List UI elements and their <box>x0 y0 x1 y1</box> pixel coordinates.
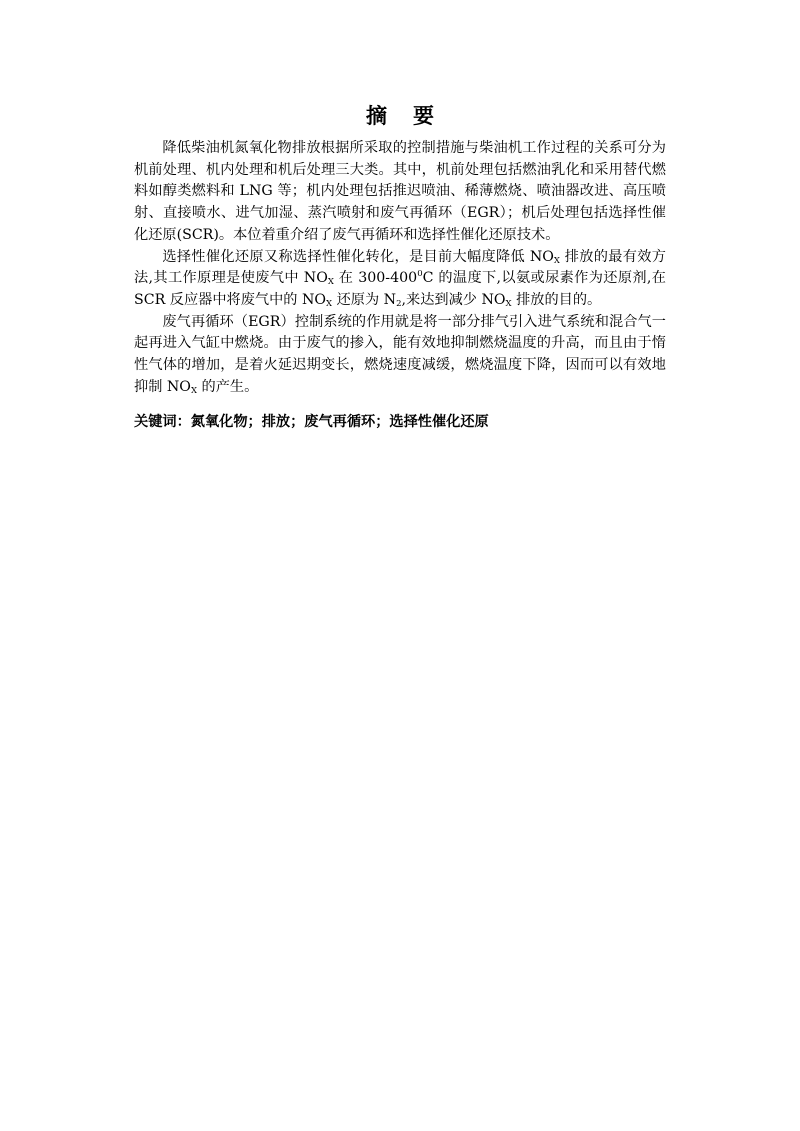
subscript-x: X <box>190 385 197 396</box>
subscript-x: X <box>505 298 512 309</box>
abstract-paragraph-2 <box>134 247 666 312</box>
abstract-title-char-2: 要 <box>413 104 434 128</box>
paragraph-2-segment: 排放的目的。 <box>511 291 602 308</box>
keywords-text: 氮氧化物；排放；废气再循环；选择性催化还原 <box>190 414 489 430</box>
abstract-paragraph-1 <box>134 138 666 247</box>
paragraph-1-text: 降低柴油机氮氧化物排放根据所采取的控制措施与柴油机工作过程的关系可分为机前处理、机内处理和机后处理三大类。其中，机前处理包括燃油乳化和采用替代燃料如醇类燃料和 LNG 等；机内处理包括推迟喷油、稀薄燃烧、喷油器改进、高压喷射、直接喷水、进气加湿、蒸汽喷射和废气再循环（EGR）；机后处理包括选择性催化还原(SCR)。本位着重介绍了废气再循环和选择性催化还原技术。 <box>134 140 666 243</box>
abstract-title-char-1: 摘 <box>366 104 387 128</box>
paragraph-2-segment: 还原为 N <box>332 291 397 308</box>
keywords-label: 关键词： <box>134 414 191 430</box>
abstract-body <box>134 138 666 398</box>
paragraph-2-segment: 排放的最有效方法,其工作原理是使废气中 NO <box>134 248 666 287</box>
abstract-paragraph-3 <box>134 312 666 399</box>
paragraph-2-segment: 选择性催化还原又称选择性催化转化，是目前大幅度降低 NO <box>162 248 554 265</box>
subscript-2: 2 <box>396 298 402 309</box>
abstract-title <box>0 100 800 130</box>
paragraph-2-segment: ,来达到减少 NO <box>401 291 506 308</box>
paragraph-2-segment: 在 300-400 <box>333 270 418 287</box>
paragraph-2-segment: C 的温度下,以氨或尿素作为还原剂,在 SCR 反应器中将废气中的 NO <box>134 270 666 308</box>
subscript-x: X <box>326 298 333 309</box>
subscript-x: X <box>553 255 560 266</box>
subscript-x: X <box>327 277 334 288</box>
paragraph-3-segment: 废气再循环（EGR）控制系统的作用就是将一部分排气引入进气系统和混合气一起再进入气缸中燃烧。由于废气的掺入，能有效地抑制燃烧温度的升高，而且由于惰性气体的增加，是着火延迟期变长，燃烧速度减缓，燃烧温度下降，因而可以有效地抑制 NO <box>134 313 666 395</box>
paragraph-3-segment: 的产生。 <box>197 378 259 395</box>
superscript-degree: 0 <box>417 269 423 280</box>
keywords-line <box>134 412 666 432</box>
